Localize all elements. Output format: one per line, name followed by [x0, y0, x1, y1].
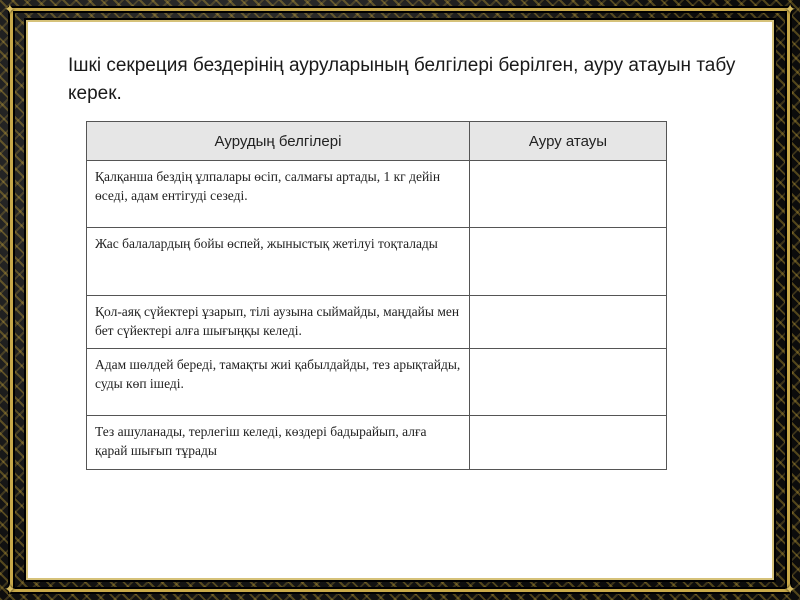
disease-answer-cell[interactable] [470, 161, 667, 228]
symptom-cell: Тез ашуланады, терлегіш келеді, көздері бадырайып, алға қарай шығып тұрады [87, 416, 470, 470]
table-row [87, 416, 667, 470]
table-row [87, 296, 667, 349]
disease-answer-cell[interactable] [470, 416, 667, 470]
slide-title: Ішкі секреция бездерінің ауруларының белгілері берілген, ауру атауын табу керек. [68, 55, 736, 104]
symptom-cell: Адам шөлдей береді, тамақты жиі қабылдайды, тез арықтайды, суды көп ішеді. [87, 349, 470, 416]
disease-answer-cell[interactable] [470, 228, 667, 296]
disease-answer-cell[interactable] [470, 296, 667, 349]
symptom-cell: Қалқанша бездің ұлпалары өсіп, салмағы артады, 1 кг дейін өседі, адам ентігуді сезеді. [87, 161, 470, 228]
ornament-star-icon: ✦ [784, 582, 796, 598]
ornament-star-icon: ✦ [784, 2, 796, 18]
slide-canvas [28, 22, 772, 578]
disease-answer-cell[interactable] [470, 349, 667, 416]
symptom-cell: Қол-аяқ сүйектері ұзарып, тілі аузына сыймайды, маңдайы мен бет сүйектері алға шығыңқы келеді. [87, 296, 470, 349]
table-header-row [87, 122, 667, 161]
header-symptoms: Аурудың белгілері [87, 122, 470, 161]
symptoms-table [86, 121, 667, 470]
table-row [87, 228, 667, 296]
ornament-star-icon: ✦ [4, 582, 16, 598]
table-row [87, 161, 667, 228]
ornament-star-icon: ✦ [4, 2, 16, 18]
table-row [87, 349, 667, 416]
symptom-cell: Жас балалардың бойы өспей, жыныстық жетілуі тоқталады [87, 228, 470, 296]
header-disease-name: Ауру атауы [470, 122, 667, 161]
